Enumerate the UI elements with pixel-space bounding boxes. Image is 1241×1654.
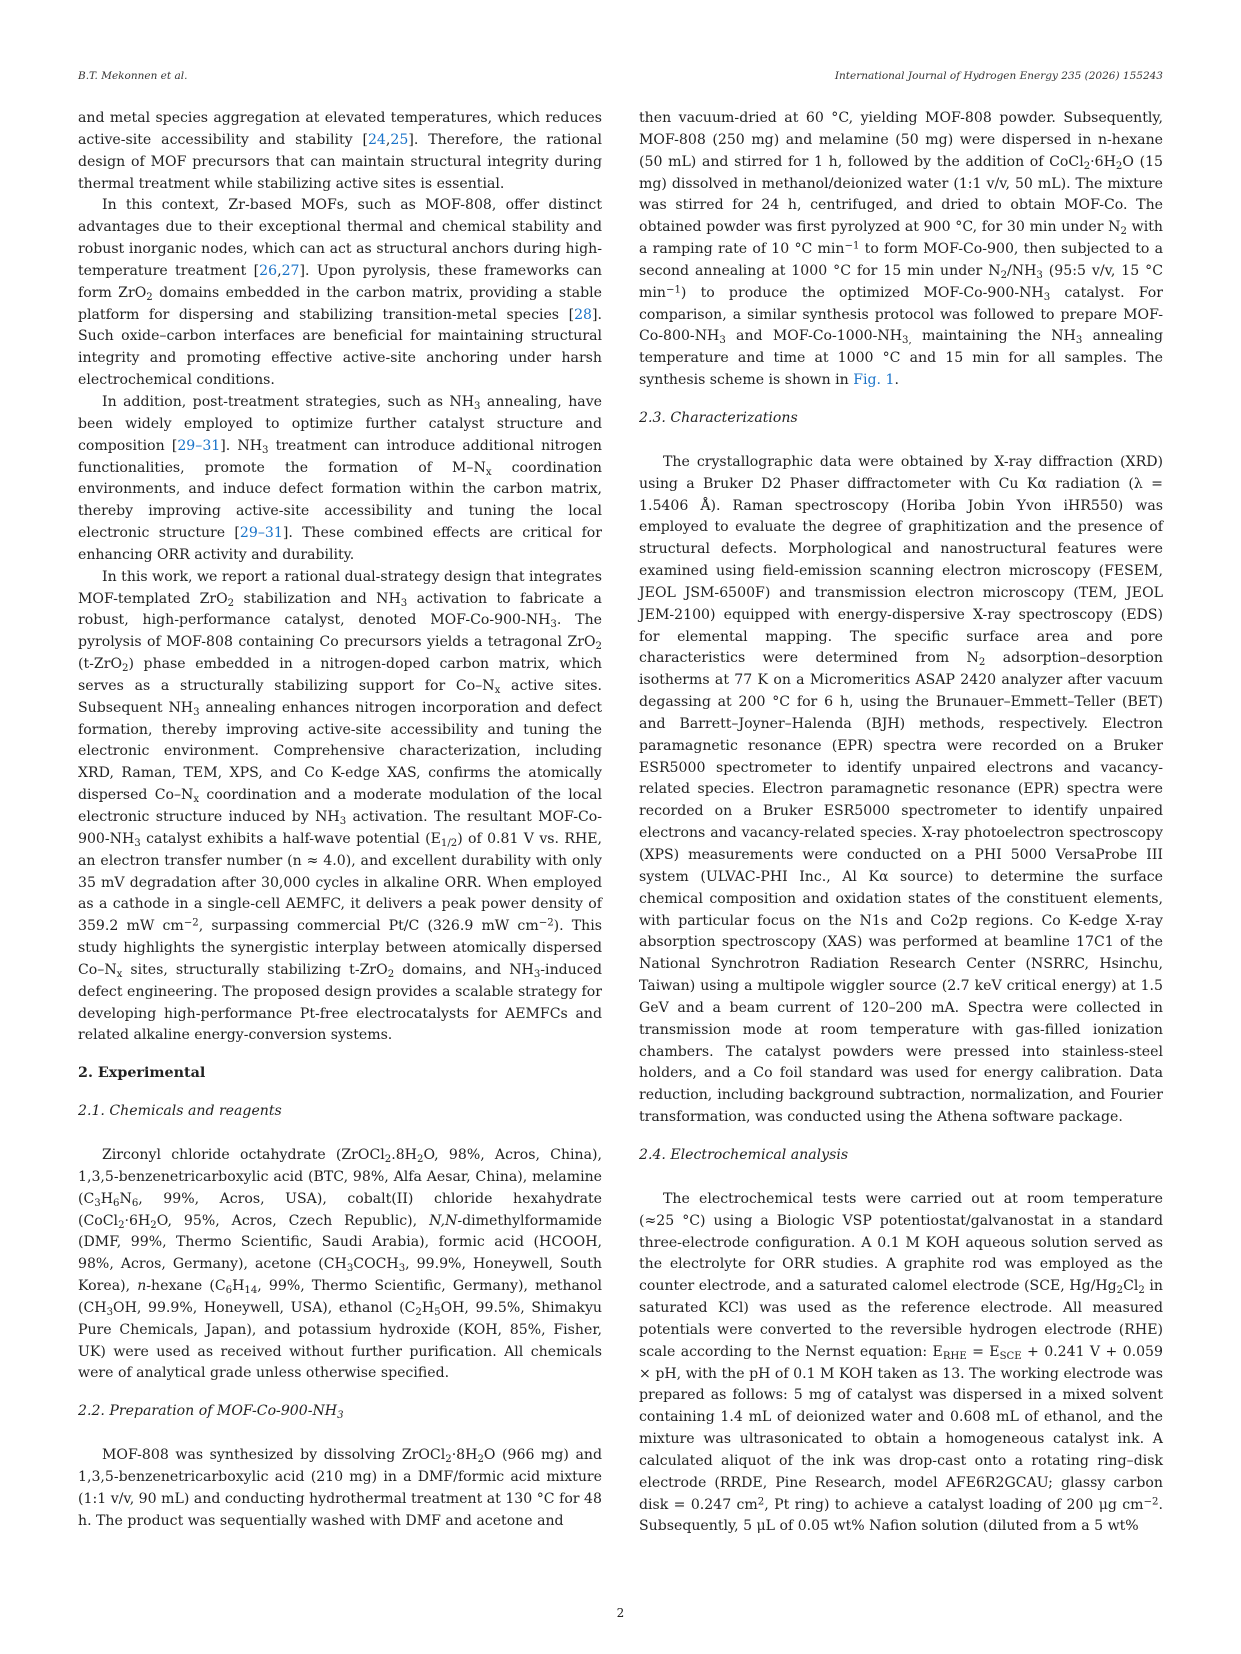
paragraph: MOF-808 was synthesized by dissolving $ZrOCl_2\cdot 8H_2O$ (966 mg) and 1,3,5-benzenetricarboxylic acid (210 mg) in a DMF/formic acid mixture (1:1 v/v, 90 mL) and conducting hydrothermal treatment at 130 °C for 48 h. The product was sequentially washed with DMF and acetone and [78, 1447, 602, 1529]
subsection-heading: 2.3. Characterizations [639, 409, 798, 426]
subsection-heading: 2.1. Chemicals and reagents [78, 1103, 282, 1120]
author-header: B.T. Mekonnen et al. [78, 70, 188, 82]
paragraph: In addition, post-treatment strategies, such as $NH_3$ annealing, have been widely employed to optimize further catalyst structure and composition [29–31]. $NH_3$ treatment can introduce additional nitrogen functionalities, promote the formation of $M-N_x$ coordination environments, and induce defect formation within the carbon matrix, thereby improving active-site accessibility and tuning the local electronic structure [29–31]. These combined effects are critical for enhancing ORR activity and durability. [78, 393, 603, 563]
right-column [639, 108, 1163, 1538]
subsection-heading: 2.2. Preparation of MOF-$Co-900-NH_3$ [78, 1403, 344, 1422]
paragraph: Zirconyl chloride octahydrate ($ZrOCl_2.8H_2O$, 98%, Acros, China), 1,3,5-benzenetricarboxylic acid (BTC, 98%, Alfa Aesar, China), melamine ($C_3H_6N_6$, 99%, Acros, USA), cobalt(II) chloride hexahydrate ($CoCl_2\cdot 6H_2O$, 95%, Acros, Czech Republic), N,N-dimethylformamide (DMF, 99%, Thermo Scientific, Saudi Arabia), formic acid (HCOOH, 98%, Acros, Germany), acetone ($CH_3COCH_3$, 99.9%, Honeywell, South Korea), n-hexane ($C_6H_{14}$, 99%, Thermo Scientific, Germany), methanol ($CH_3OH$, 99.9%, Honeywell, USA), ethanol ($C_2H_5OH$, 99.5%, Shimakyu Pure Chemicals, Japan), and potassium hydroxide (KOH, 85%, Fisher, UK) were used as received without further purification. All chemicals were of analytical grade unless otherwise specified. [78, 1146, 602, 1382]
journal-header: International Journal of Hydrogen Energy 235 (2026) 155243 [834, 70, 1163, 82]
paragraph: In this context, Zr-based MOFs, such as MOF-808, offer distinct advantages due to their exceptional thermal and chemical stability and robust inorganic nodes, which can act as structural anchors during high-temperature treatment [26,27]. Upon pyrolysis, these frameworks can form ZrO$_2$ domains embedded in the carbon matrix, providing a stable platform for dispersing and stabilizing transition-metal species [28]. Such oxide–carbon interfaces are beneficial for maintaining structural integrity and promoting effective active-site anchoring under harsh electrochemical conditions. [78, 197, 603, 389]
paragraph: then vacuum-dried at 60 °C, yielding MOF-808 powder. Subsequently, MOF-808 (250 mg) and melamine (50 mg) were dispersed in n-hexane (50 mL) and stirred for 1 h, followed by the addition of $CoCl_2\cdot 6H_2O$ (15 mg) dissolved in methanol/deionized water (1:1 v/v, 50 mL). The mixture was stirred for 24 h, centrifuged, and dried to obtain MOF-Co. The obtained powder was first pyrolyzed at 900 °C, for 30 min under $N_2$ with a ramping rate of 10 °C $\min^{-1}$ to form MOF-Co-900, then subjected to a second annealing at 1000 °C for 15 min under $N_2/NH_3$ (95:5 v/v, 15 °C $\min^{-1}$) to produce the optimized MOF-$Co-900-NH_3$ catalyst. For comparison, a similar synthesis protocol was followed to prepare MOF-$Co-800-NH_3$ and MOF-$Co-1000-NH_{3,}$ maintaining the $NH_3$ annealing temperature and time at 1000 °C and 15 min for all samples. The synthesis scheme is shown in Fig. 1. [639, 110, 1164, 389]
paragraph: In this work, we report a rational dual-strategy design that integrates MOF-templated ZrO$_2$ stabilization and $NH_3$ activation to fabricate a robust, high-performance catalyst, denoted MOF-$Co-900-NH_3$. The pyrolysis of MOF-808 containing Co precursors yields a tetragonal ZrO$_2$ (t-ZrO$_2$) phase embedded in a nitrogen-doped carbon matrix, which serves as a structurally stabilizing support for $Co-N_x$ active sites. Subsequent $NH_3$ annealing enhances nitrogen incorporation and defect formation, thereby improving active-site accessibility and tuning the electronic environment. Comprehensive characterization, including XRD, Raman, TEM, XPS, and Co K-edge XAS, confirms the atomically dispersed $Co-N_x$ coordination and a moderate modulation of the local electronic structure induced by $NH_3$ activation. The resultant MOF-$Co-900-NH_3$ catalyst exhibits a half-wave potential $(E_{1/2})$ of 0.81 V vs. RHE, an electron transfer number (n ≈ 4.0), and excellent durability with only 35 mV degradation after 30,000 cycles in alkaline ORR. When employed as a cathode in a single-cell AEMFC, it delivers a peak power density of 359.2 mW $cm^{-2}$, surpassing commercial Pt/C (326.9 mW $cm^{-2}$). This study highlights the synergistic interplay between atomically dispersed $Co-N_x$ sites, structurally stabilizing t-ZrO$_2$ domains, and $NH_3$-induced defect engineering. The proposed design provides a scalable strategy for developing high-performance Pt-free electrocatalysts for AEMFCs and related alkaline energy-conversion systems. [78, 568, 602, 1044]
subsection-heading: 2.4. Electrochemical analysis [639, 1146, 849, 1163]
section-heading: 2. Experimental [78, 1065, 206, 1082]
paragraph: The crystallographic data were obtained by X-ray diffraction (XRD) using a Bruker D2 Phaser diffractometer with Cu Kα radiation (λ = 1.5406 Å). Raman spectroscopy (Horiba Jobin Yvon iHR550) was employed to evaluate the degree of graphitization and the presence of structural defects. Morphological and nanostructural features were examined using field-emission scanning electron microscopy (FESEM, JEOL JSM-6500F) and transmission electron microscopy (TEM, JEOL JEM-2100) equipped with energy-dispersive X-ray spectroscopy (EDS) for elemental mapping. The specific surface area and pore characteristics were determined from $N_2$ adsorption–desorption isotherms at 77 K on a Micromeritics ASAP 2420 analyzer after vacuum degassing at 200 °C for 6 h, using the Brunauer–Emmett–Teller (BET) and Barrett–Joyner–Halenda (BJH) methods, respectively. Electron paramagnetic resonance (EPR) spectra were recorded on a Bruker ESR5000 spectrometer to identify unpaired electrons and vacancy-related species. Electron paramagnetic resonance (EPR) spectra were recorded on a Bruker ESR5000 spectrometer to identify unpaired electrons and vacancy-related species. X-ray photoelectron spectroscopy (XPS) measurements were conducted on a PHI 5000 VersaProbe III system (ULVAC-PHI Inc., Al Kα source) to determine the surface chemical composition and oxidation states of the constituent elements, with particular focus on the N1s and Co2p regions. Co K-edge X-ray absorption spectroscopy (XAS) was performed at beamline 17C1 of the National Synchrotron Radiation Research Center (NSRRC, Hsinchu, Taiwan) using a multipole wiggler source (2.7 keV critical energy) at 1.5 GeV and a beam current of 120–200 mA. Spectra were collected in transmission mode at room temperature with gas-filled ionization chambers. The catalyst powders were pressed into stainless-steel holders, and a Co foil standard was used for energy calibration. Data reduction, including background subtraction, normalization, and Fourier transformation, was conducted using the Athena software package. [639, 453, 1163, 1126]
running-head [78, 70, 1163, 90]
page-number: 2 [616, 1606, 625, 1620]
paragraph: and metal species aggregation at elevated temperatures, which reduces active-site accessibility and stability [24,25]. Therefore, the rational design of MOF precursors that can maintain structural integrity during thermal treatment while stabilizing active sites is essential. [78, 110, 602, 192]
paragraph: The electrochemical tests were carried out at room temperature (≈25 °C) using a Biologic VSP potentiostat/galvanostat in a standard three-electrode configuration. A 0.1 M KOH aqueous solution served as the electrolyte for ORR studies. A graphite rod was employed as the counter electrode, and a saturated calomel electrode (SCE, $Hg/Hg_2Cl_2$ in saturated KCl) was used as the reference electrode. All measured potentials were converted to the reversible hydrogen electrode (RHE) scale according to the Nernst equation: $E_{RHE} = E_{SCE} + 0.241$ V + 0.059 × pH, with the pH of 0.1 M KOH taken as 13. The working electrode was prepared as follows: 5 mg of catalyst was dispersed in a mixed solvent containing 1.4 mL of deionized water and 0.608 mL of ethanol, and the mixture was ultrasonicated to obtain a homogeneous catalyst ink. A calculated aliquot of the ink was drop-cast onto a rotating ring–disk electrode (RRDE, Pine Research, model AFE6R2GCAU; glassy carbon disk = 0.247 $cm^2$, Pt ring) to achieve a catalyst loading of 200 μg $cm^{-2}$. Subsequently, 5 μL of 0.05 wt% Nafion solution (diluted from a 5 wt% [639, 1190, 1163, 1535]
left-column [78, 108, 602, 1532]
